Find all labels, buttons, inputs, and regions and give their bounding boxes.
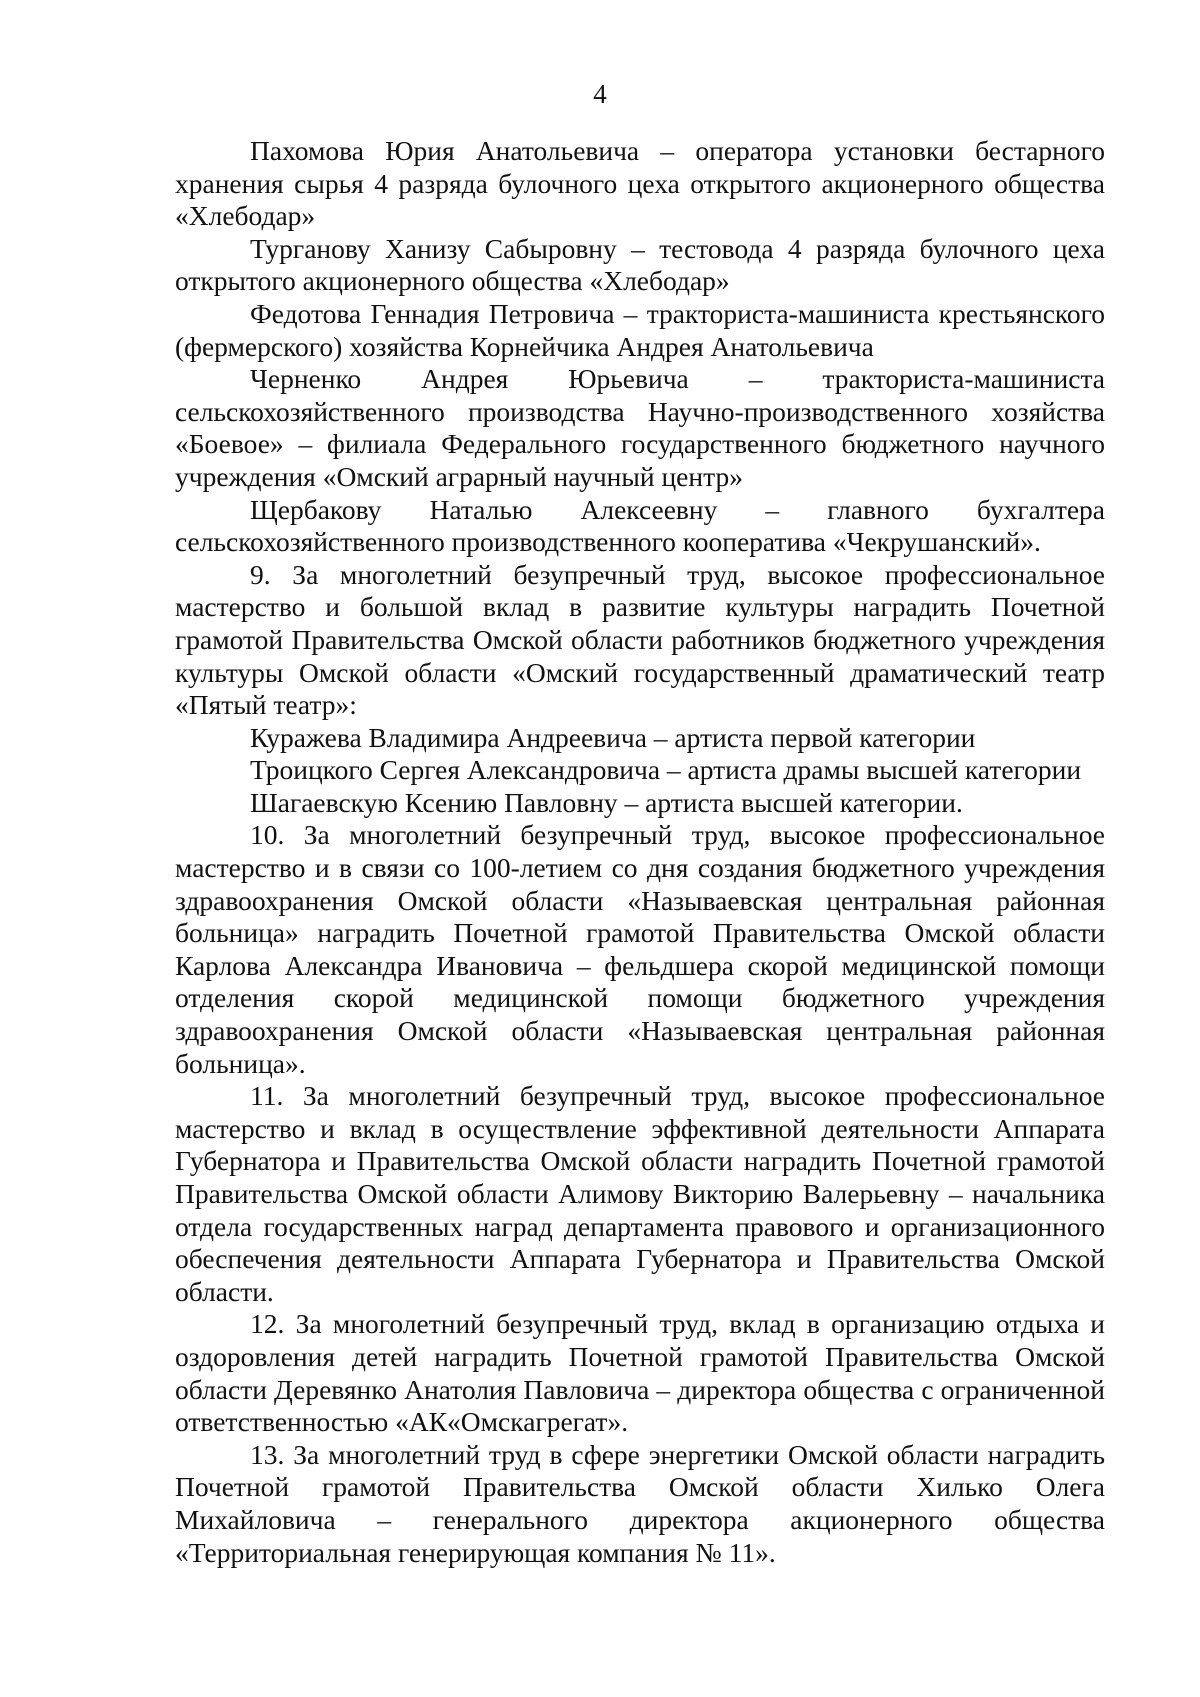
paragraph-item-11: 11. За многолетний безупречный труд, высокое профессиональное мастерство и вклад в осуществление эффективной деятельности Аппарата Губернатора и Правительства Омской области наградить Почетной грамотой Правительства Омской области Алимову Викторию Валерьевну – начальника отдела государственных наград департамента правового и организационного обеспечения деятельности Аппарата Губернатора и Правительства Омской области. <box>175 1080 1105 1307</box>
paragraph-kurazhev: Куражева Владимира Андреевича – артиста первой категории <box>250 721 976 753</box>
paragraph-item-9: 9. За многолетний безупречный труд, высокое профессиональное мастерство и большой вклад в развитие культуры наградить Почетной грамотой Правительства Омской области работников бюджетного учреждения культуры Омской области «Омский государственный драматический театр «Пятый театр»: <box>175 558 1105 721</box>
page-number: 4 <box>593 79 607 109</box>
paragraph-shagaevskaya: Шагаевскую Ксению Павловну – артиста высшей категории. <box>250 786 963 818</box>
paragraph-item-13: 13. За многолетний труд в сфере энергетики Омской области наградить Почетной грамотой Правительства Омской области Хилько Олега Михайловича – генерального директора акционерного общества «Территориальная генерирующая компания № 11». <box>175 1438 1105 1568</box>
paragraph-pakhomov: Пахомова Юрия Анатольевича – оператора установки бестарного хранения сырья 4 разряда булочного цеха открытого акционерного общества «Хлебодар» <box>175 135 1105 232</box>
paragraph-fedotov: Федотова Геннадия Петровича – тракториста-машиниста крестьянского (фермерского) хозяйства Корнейчика Андрея Анатольевича <box>175 297 1105 362</box>
paragraph-item-10: 10. За многолетний безупречный труд, высокое профессиональное мастерство и в связи со 100-летием со дня создания бюджетного учреждения здравоохранения Омской области «Называевская центральная районная больница» наградить Почетной грамотой Правительства Омской области Карлова Александра Ивановича – фельдшера скорой медицинской помощи отделения скорой медицинской помощи бюджетного учреждения здравоохранения Омской области «Называевская центральная районная больница». <box>175 819 1105 1079</box>
document-body <box>175 135 1105 1569</box>
paragraph-troitsky: Троицкого Сергея Александровича – артиста драмы высшей категории <box>250 754 1082 786</box>
paragraph-shcherbakova: Щербакову Наталью Алексеевну – главного бухгалтера сельскохозяйственного производственного кооператива «Чекрушанский». <box>175 493 1105 558</box>
paragraph-chernenko: Черненко Андрея Юрьевича – тракториста-машиниста сельскохозяйственного производства Научно-производственного хозяйства «Боевое» – филиала Федерального государственного бюджетного научного учреждения «Омский аграрный научный центр» <box>175 363 1105 492</box>
paragraph-item-12: 12. За многолетний безупречный труд, вклад в организацию отдыха и оздоровления детей наградить Почетной грамотой Правительства Омской области Деревянко Анатолия Павловича – директора общества с ограниченной ответственностью «АК«Омскагрегат». <box>175 1308 1105 1438</box>
paragraph-turganova: Турганову Ханизу Сабыровну – тестовода 4 разряда булочного цеха открытого акционерного общества «Хлебодар» <box>175 232 1105 297</box>
